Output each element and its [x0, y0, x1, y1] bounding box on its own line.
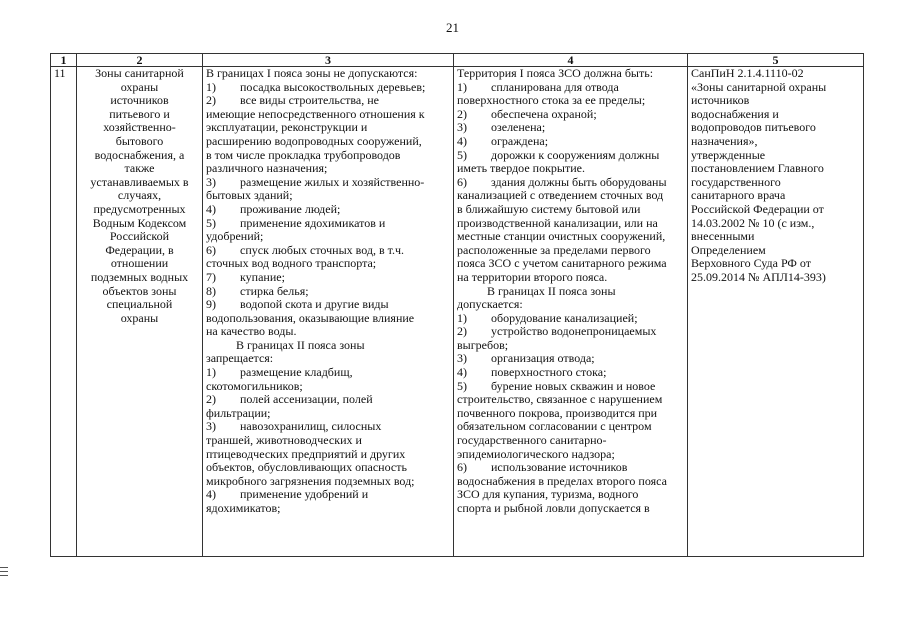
col3-line: 7) купание; [206, 269, 285, 284]
col2-line: водоснабжения, а [94, 147, 185, 162]
col5-line: СанПиН 2.1.4.1110-02 [691, 66, 804, 80]
col5-line: водоснабжения и [691, 106, 779, 121]
col3-line: бытовых зданий; [206, 188, 293, 203]
col3-line: 3) навозохранилищ, силосных [206, 419, 382, 434]
col3-line: в том числе прокладка трубопроводов [206, 147, 401, 162]
col3-line: запрещается: [206, 351, 274, 366]
col5-line: государственного [691, 174, 781, 189]
col3-line: эксплуатации, реконструкции и [206, 120, 368, 135]
col4-line: производственной канализации, или на [457, 215, 658, 230]
col5-line: 25.09.2014 № АПЛ14-393) [691, 269, 826, 284]
col4-line: 4) ограждена; [457, 133, 549, 148]
col4-line: 5) бурение новых скважин и новое [457, 378, 656, 393]
col2-line: устанавливаемых в [90, 174, 189, 189]
col3-line: 3) размещение жилых и хозяйственно- [206, 174, 425, 189]
col3-line: В границах II пояса зоны [206, 337, 365, 352]
col4-line: 6) использование источников [457, 460, 628, 475]
col3-line: 1) посадка высокоствольных деревьев; [206, 79, 426, 94]
col3-line: 2) все виды строительства, не [206, 93, 379, 108]
edge-marks [0, 567, 8, 579]
col2-line: хозяйственно- [103, 120, 176, 135]
col3-line: В границах I пояса зоны не допускаются: [206, 66, 418, 80]
col3-line: сточных вод водного транспорта; [206, 256, 377, 271]
col5-line: водопроводов питьевого [691, 120, 816, 135]
col4-line: Территория I пояса ЗСО должна быть: [457, 66, 654, 80]
col3-line: 8) стирка белья; [206, 283, 309, 298]
col3-line: 2) полей ассенизации, полей [206, 392, 373, 407]
col4-line: 5) дорожки к сооружениям должны [457, 147, 660, 162]
col4-line: 2) устройство водонепроницаемых [457, 324, 657, 339]
col4-line: спорта и рыбной ловли допускается в [457, 501, 650, 515]
header-row [51, 54, 864, 67]
col4-line: 3) организация отвода; [457, 351, 595, 366]
col3-line: водопользования, оказывающие влияние [206, 310, 415, 325]
col5-line: источников [691, 93, 750, 108]
col4-line: 2) обеспечена охраной; [457, 106, 597, 121]
col3-line: скотомогильников; [206, 378, 303, 393]
col3-line: ядохимикатов; [206, 501, 281, 515]
col2-line: специальной [106, 297, 173, 312]
col3-line: расширению водопроводных сооружений, [206, 133, 422, 148]
header-col-5: 5 [688, 54, 864, 67]
col2-line: подземных водных [90, 269, 189, 284]
regulation-table [50, 53, 864, 557]
col4-line: на территории второго пояса. [457, 269, 608, 284]
col3-line: удобрений; [206, 229, 264, 244]
zone-name-cell [77, 67, 203, 557]
col4-line: почвенного покрова, производится при [457, 405, 658, 420]
col2-line: случаях, [117, 188, 162, 203]
col3-line: траншей, животноводческих и [206, 433, 362, 448]
col4-line: 1) спланирована для отвода [457, 79, 619, 94]
col4-line: государственного санитарно- [457, 433, 607, 448]
col5-line: 14.03.2002 № 10 (с изм., [691, 215, 815, 230]
col5-line: Определением [691, 242, 766, 257]
col3-line: микробного загрязнения подземных вод; [206, 473, 415, 488]
col3-line: фильтрации; [206, 405, 271, 420]
col5-line: «Зоны санитарной охраны [691, 79, 827, 94]
col5-line: внесенными [691, 229, 755, 244]
header-col-1: 1 [51, 54, 77, 67]
requirements-cell [454, 67, 688, 557]
col3-line: имеющие непосредственного отношения к [206, 106, 425, 121]
col5-line: Верховного Суда РФ от [691, 256, 811, 271]
col4-line: водоснабжения в пределах второго пояса [457, 473, 667, 488]
header-col-4: 4 [454, 54, 688, 67]
col4-line: выгребов; [457, 337, 509, 352]
col3-line: 4) применение удобрений и [206, 487, 369, 502]
col2-line: Федерации, в [105, 242, 174, 257]
col4-line: иметь твердое покрытие. [457, 161, 585, 176]
table-row [51, 67, 864, 557]
col4-line: 1) оборудование канализацией; [457, 310, 638, 325]
col3-line: 1) размещение кладбищ, [206, 365, 353, 380]
col3-line: 5) применение ядохимикатов и [206, 215, 386, 230]
page-number: 21 [446, 20, 459, 35]
col3-line: 6) спуск любых сточных вод, в т.ч. [206, 242, 405, 257]
col2-line: охраны [120, 79, 159, 94]
col2-line: Зоны санитарной [95, 66, 184, 80]
col4-line: расположенные за пределами первого [457, 242, 651, 257]
legal-basis-cell [688, 67, 864, 557]
col4-line: местные станции очистных сооружений, [457, 229, 666, 244]
col4-line: эпидемиологического надзора; [457, 446, 615, 461]
col4-line: поверхностного стока за ее пределы; [457, 93, 646, 108]
col4-line: 3) озеленена; [457, 120, 546, 135]
col2-line: питьевого и [109, 106, 170, 121]
col2-line: источников [110, 93, 169, 108]
col4-line: допускается: [457, 297, 523, 312]
col2-line: предусмотренных [93, 201, 186, 216]
col2-line: также [124, 161, 155, 176]
col3-line: на качество воды. [206, 324, 297, 339]
col4-line: 4) поверхностного стока; [457, 365, 607, 380]
row-number: 11 [51, 67, 77, 557]
col3-line: 9) водопой скота и другие виды [206, 297, 389, 312]
col4-line: канализацией с отведением сточных вод [457, 188, 664, 203]
col2-line: отношении [110, 256, 169, 271]
col4-line: 6) здания должны быть оборудованы [457, 174, 667, 189]
col4-line: строительство, связанное с нарушением [457, 392, 663, 407]
col5-line: санитарного врача [691, 188, 786, 203]
col2-line: Российской [109, 229, 170, 244]
col4-line: пояса ЗСО с учетом санитарного режима [457, 256, 667, 271]
col4-line: в ближайшую систему бытовой или [457, 201, 641, 216]
prohibitions-cell [203, 67, 454, 557]
header-col-2: 2 [77, 54, 203, 67]
col3-line: объектов, обусловливающих опасность [206, 460, 407, 475]
col5-line: Российской Федерации от [691, 201, 824, 216]
col3-line: птицеводческих предприятий и других [206, 446, 406, 461]
col2-line: бытового [115, 133, 164, 148]
col5-line: назначения», [691, 133, 758, 148]
col5-line: утвержденные [691, 147, 766, 162]
col2-line: объектов зоны [102, 283, 177, 298]
header-col-3: 3 [203, 54, 454, 67]
col4-line: В границах II пояса зоны [457, 283, 616, 298]
col4-line: обязательном согласовании с центром [457, 419, 652, 434]
col4-line: ЗСО для купания, туризма, водного [457, 487, 639, 502]
col2-line: Водным Кодексом [92, 215, 187, 230]
col5-line: постановлением Главного [691, 161, 824, 176]
col3-line: различного назначения; [206, 161, 328, 176]
col2-line: охраны [120, 310, 159, 325]
col3-line: 4) проживание людей; [206, 201, 341, 216]
